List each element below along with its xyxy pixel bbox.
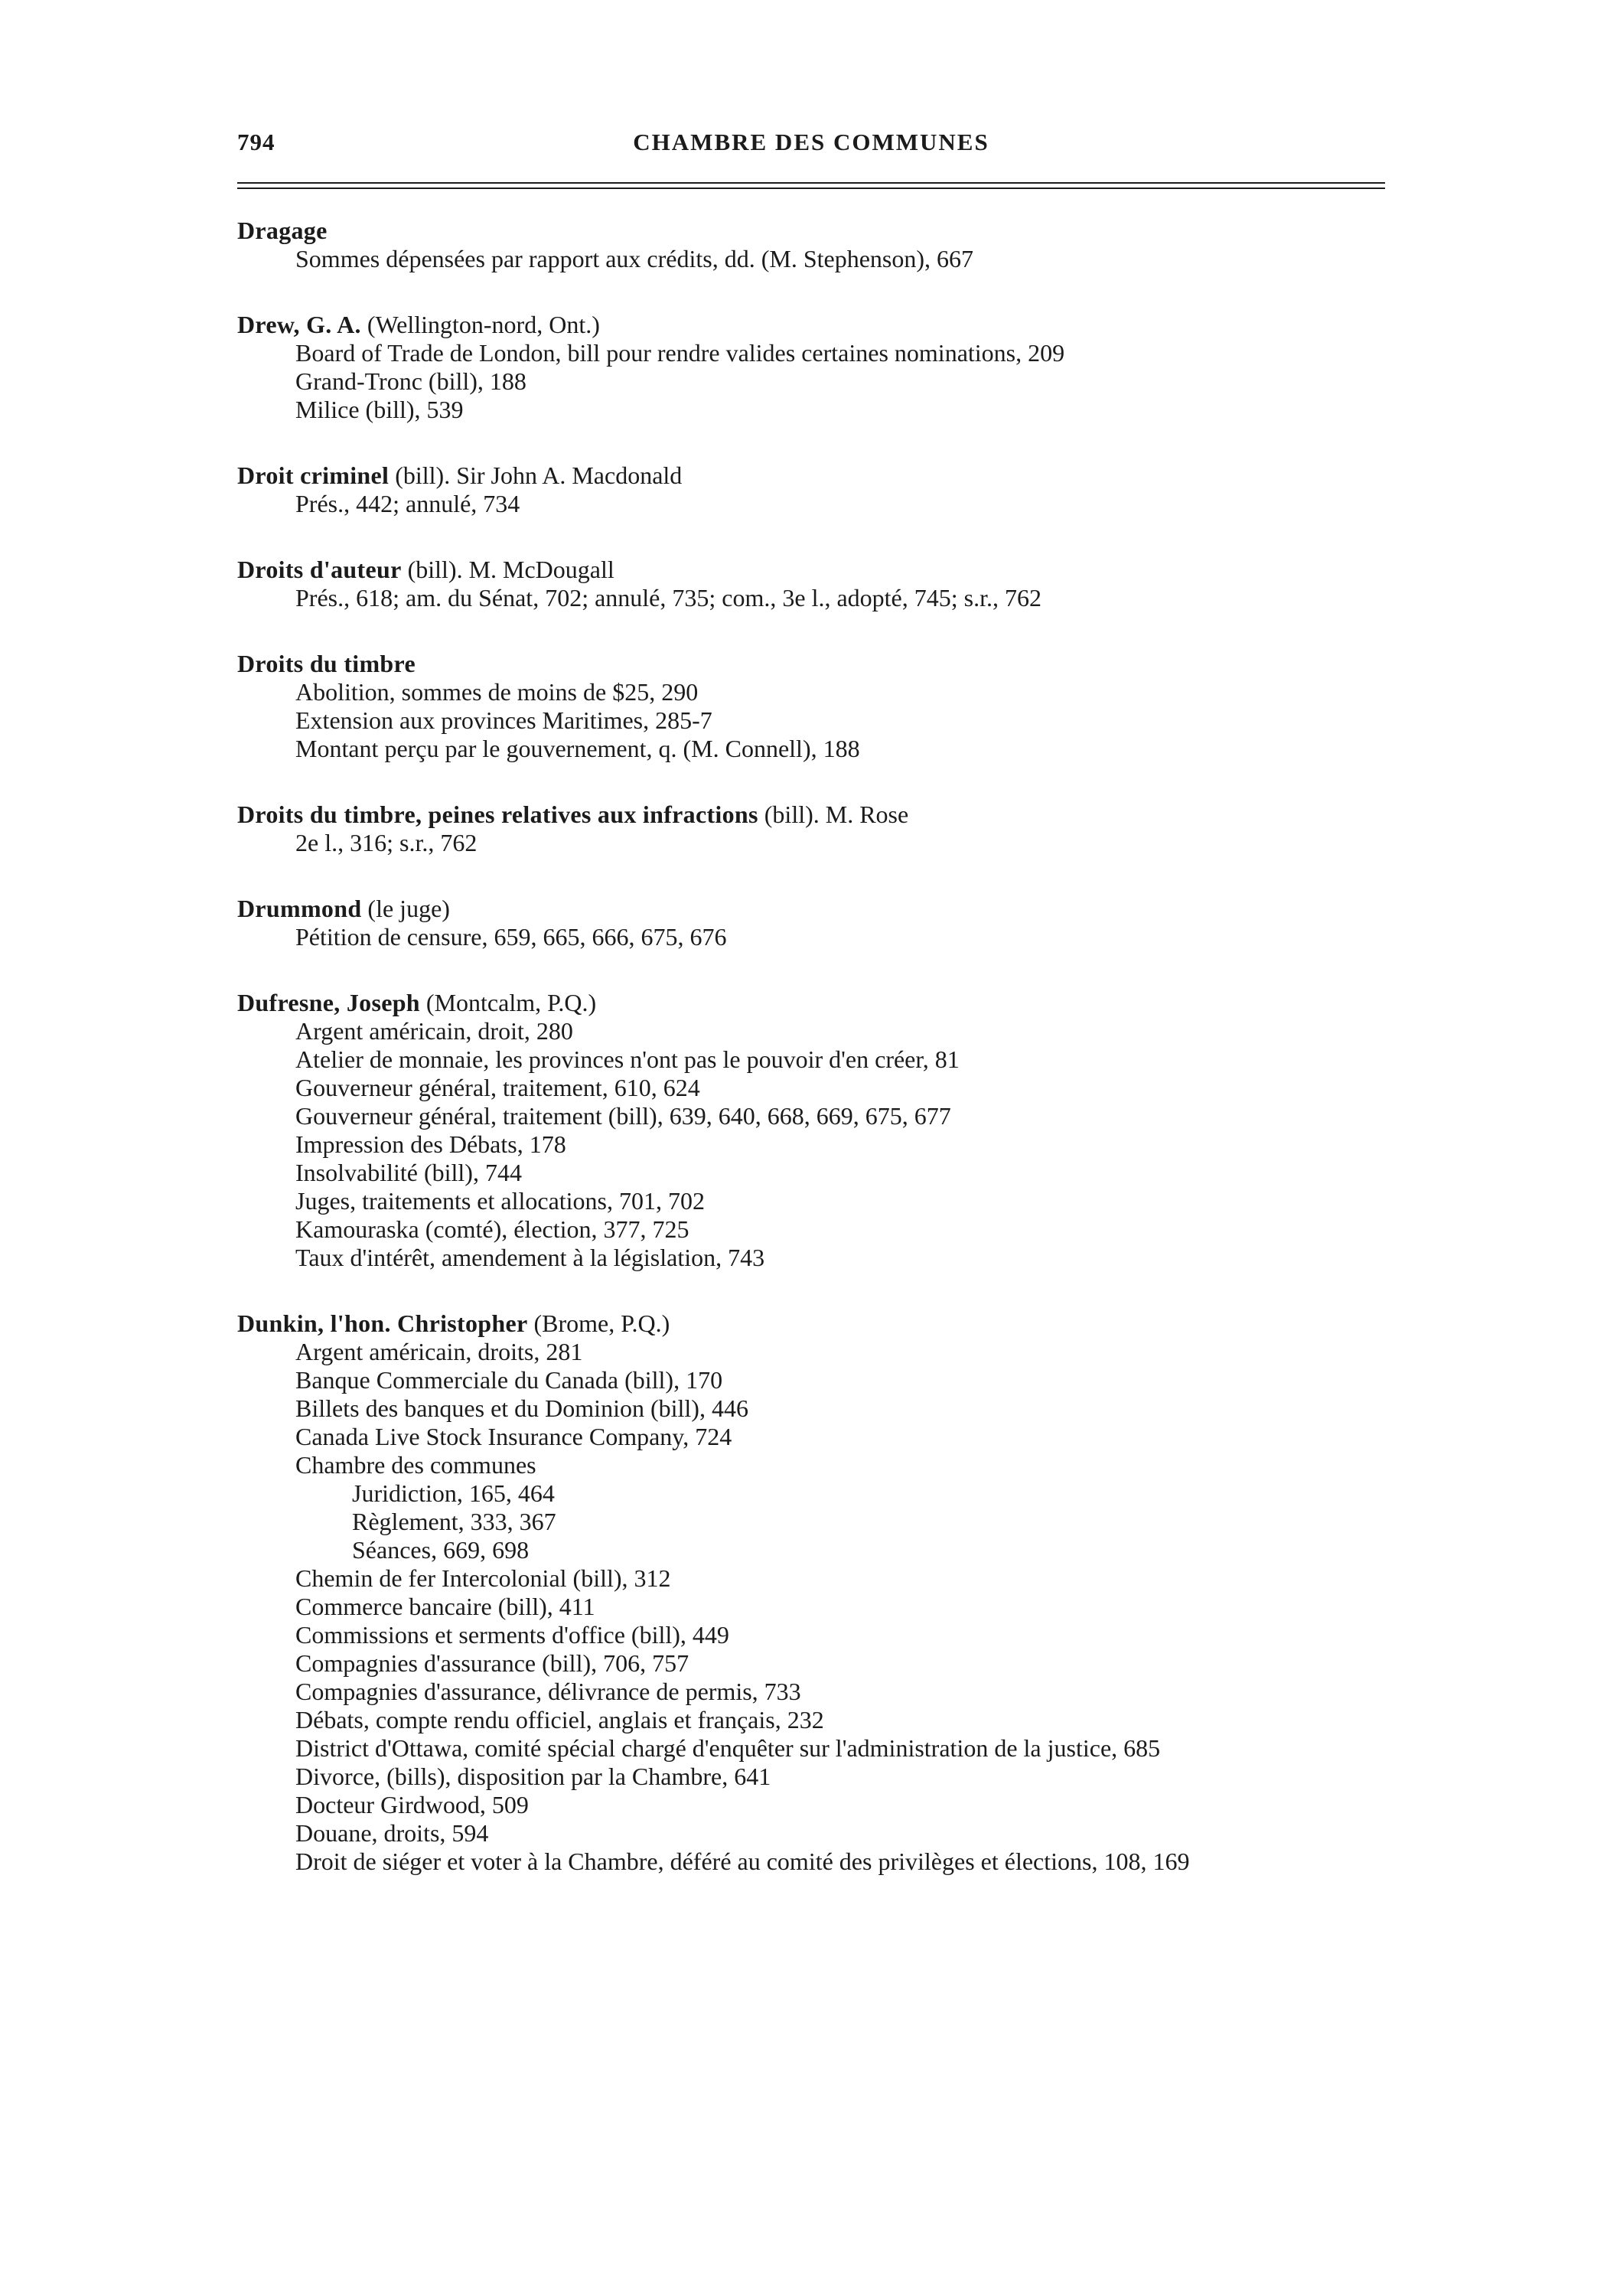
entry-heading-detail: (Brome, P.Q.) xyxy=(527,1309,670,1337)
entry-heading-detail: (bill). M. McDougall xyxy=(401,556,614,583)
entry-subsubitem: Règlement, 333, 367 xyxy=(352,1508,556,1535)
entry-subitem: Atelier de monnaie, les provinces n'ont pas le pouvoir d'en créer, 81 xyxy=(295,1045,960,1073)
index-body xyxy=(237,217,1385,1913)
index-entry-dufresne xyxy=(237,989,1385,1272)
entry-heading-detail: (bill). M. Rose xyxy=(758,801,909,828)
entry-heading: Drew, G. A. xyxy=(237,311,361,338)
entry-subitem: Compagnies d'assurance (bill), 706, 757 xyxy=(295,1649,689,1677)
entry-subitem: Prés., 618; am. du Sénat, 702; annulé, 735; com., 3e l., adopté, 745; s.r., 762 xyxy=(295,584,1041,612)
index-entry-droits-timbre-peines xyxy=(237,801,1385,857)
entry-heading: Droits du timbre xyxy=(237,650,416,677)
entry-subitem: Taux d'intérêt, amendement à la législation, 743 xyxy=(295,1244,765,1271)
entry-heading: Dunkin, l'hon. Christopher xyxy=(237,1309,528,1337)
entry-subsubitem: Juridiction, 165, 464 xyxy=(352,1479,555,1507)
index-entry-dragage xyxy=(237,217,1385,273)
entry-heading-detail: (Wellington-nord, Ont.) xyxy=(360,311,600,338)
entry-heading: Droits d'auteur xyxy=(237,556,402,583)
entry-subitem: Juges, traitements et allocations, 701, 702 xyxy=(295,1187,705,1215)
entry-subitem: Insolvabilité (bill), 744 xyxy=(295,1159,522,1186)
index-entry-droit-criminel xyxy=(237,461,1385,518)
entry-subitem: Argent américain, droits, 281 xyxy=(295,1338,583,1365)
entry-heading-line xyxy=(237,895,1385,923)
entry-heading: Dufresne, Joseph xyxy=(237,989,420,1016)
entry-subitem: Sommes dépensées par rapport aux crédits, dd. (M. Stephenson), 667 xyxy=(295,245,974,272)
entry-heading-line xyxy=(237,650,1385,678)
entry-heading-line xyxy=(237,801,1385,829)
entry-heading: Dragage xyxy=(237,217,328,244)
entry-subitem: Prés., 442; annulé, 734 xyxy=(295,490,520,517)
entry-subitem: Kamouraska (comté), élection, 377, 725 xyxy=(295,1215,689,1243)
entry-subitem: Gouverneur général, traitement, 610, 624 xyxy=(295,1074,700,1101)
entry-heading-detail: (le juge) xyxy=(361,895,450,922)
entry-subitem: Pétition de censure, 659, 665, 666, 675, 676 xyxy=(295,923,727,951)
entry-subitem: Commissions et serments d'office (bill), 449 xyxy=(295,1621,729,1649)
entry-heading-detail: (Montcalm, P.Q.) xyxy=(419,989,597,1016)
index-entry-dunkin xyxy=(237,1309,1385,1876)
entry-heading-line xyxy=(237,1309,1385,1338)
page-header xyxy=(237,129,1385,167)
entry-subitem: Abolition, sommes de moins de $25, 290 xyxy=(295,678,699,706)
entry-subitem: Milice (bill), 539 xyxy=(295,396,464,423)
index-entry-droits-auteur xyxy=(237,556,1385,612)
entry-heading-line xyxy=(237,217,1385,245)
entry-subitem: Argent américain, droit, 280 xyxy=(295,1017,573,1045)
entry-subitem: Canada Live Stock Insurance Company, 724 xyxy=(295,1423,732,1450)
entry-subitem: 2e l., 316; s.r., 762 xyxy=(295,829,478,856)
header-double-rule xyxy=(237,182,1385,189)
running-title: CHAMBRE DES COMMUNES xyxy=(633,129,989,155)
entry-subitem: District d'Ottawa, comité spécial chargé d'enquêter sur l'administration de la justice, 685 xyxy=(295,1734,1161,1762)
entry-heading-line xyxy=(237,461,1385,490)
entry-heading: Droits du timbre, peines relatives aux infractions xyxy=(237,801,758,828)
entry-subitem: Montant perçu par le gouvernement, q. (M. Connell), 188 xyxy=(295,735,860,762)
entry-subsubitem: Séances, 669, 698 xyxy=(352,1536,530,1564)
entry-subitem: Banque Commerciale du Canada (bill), 170 xyxy=(295,1366,723,1394)
index-entry-drew xyxy=(237,311,1385,424)
entry-heading: Drummond xyxy=(237,895,362,922)
entry-subitem: Billets des banques et du Dominion (bill), 446 xyxy=(295,1394,748,1422)
entry-subitem: Chemin de fer Intercolonial (bill), 312 xyxy=(295,1564,671,1592)
entry-subitem: Droit de siéger et voter à la Chambre, déféré au comité des privilèges et élections, 108, 169 xyxy=(295,1848,1190,1875)
entry-subitem: Grand-Tronc (bill), 188 xyxy=(295,367,526,395)
page-number: 794 xyxy=(237,129,275,155)
entry-subitem: Docteur Girdwood, 509 xyxy=(295,1791,529,1818)
entry-heading-line xyxy=(237,311,1385,339)
entry-heading-line xyxy=(237,556,1385,584)
entry-subitem: Débats, compte rendu officiel, anglais et français, 232 xyxy=(295,1706,824,1733)
entry-heading: Droit criminel xyxy=(237,461,390,489)
index-entry-droits-timbre xyxy=(237,650,1385,763)
entry-subitem: Divorce, (bills), disposition par la Chambre, 641 xyxy=(295,1763,771,1790)
entry-subitem: Commerce bancaire (bill), 411 xyxy=(295,1593,595,1620)
entry-subitem: Douane, droits, 594 xyxy=(295,1819,489,1847)
entry-subitem: Chambre des communes xyxy=(295,1451,536,1479)
entry-subitem: Gouverneur général, traitement (bill), 639, 640, 668, 669, 675, 677 xyxy=(295,1102,951,1130)
entry-subitem: Impression des Débats, 178 xyxy=(295,1130,566,1158)
entry-subitem: Extension aux provinces Maritimes, 285-7 xyxy=(295,706,712,734)
entry-heading-line xyxy=(237,989,1385,1017)
entry-heading-detail: (bill). Sir John A. Macdonald xyxy=(389,461,683,489)
entry-subitem: Board of Trade de London, bill pour rendre valides certaines nominations, 209 xyxy=(295,339,1065,367)
entry-subitem: Compagnies d'assurance, délivrance de permis, 733 xyxy=(295,1678,801,1705)
index-entry-drummond xyxy=(237,895,1385,951)
